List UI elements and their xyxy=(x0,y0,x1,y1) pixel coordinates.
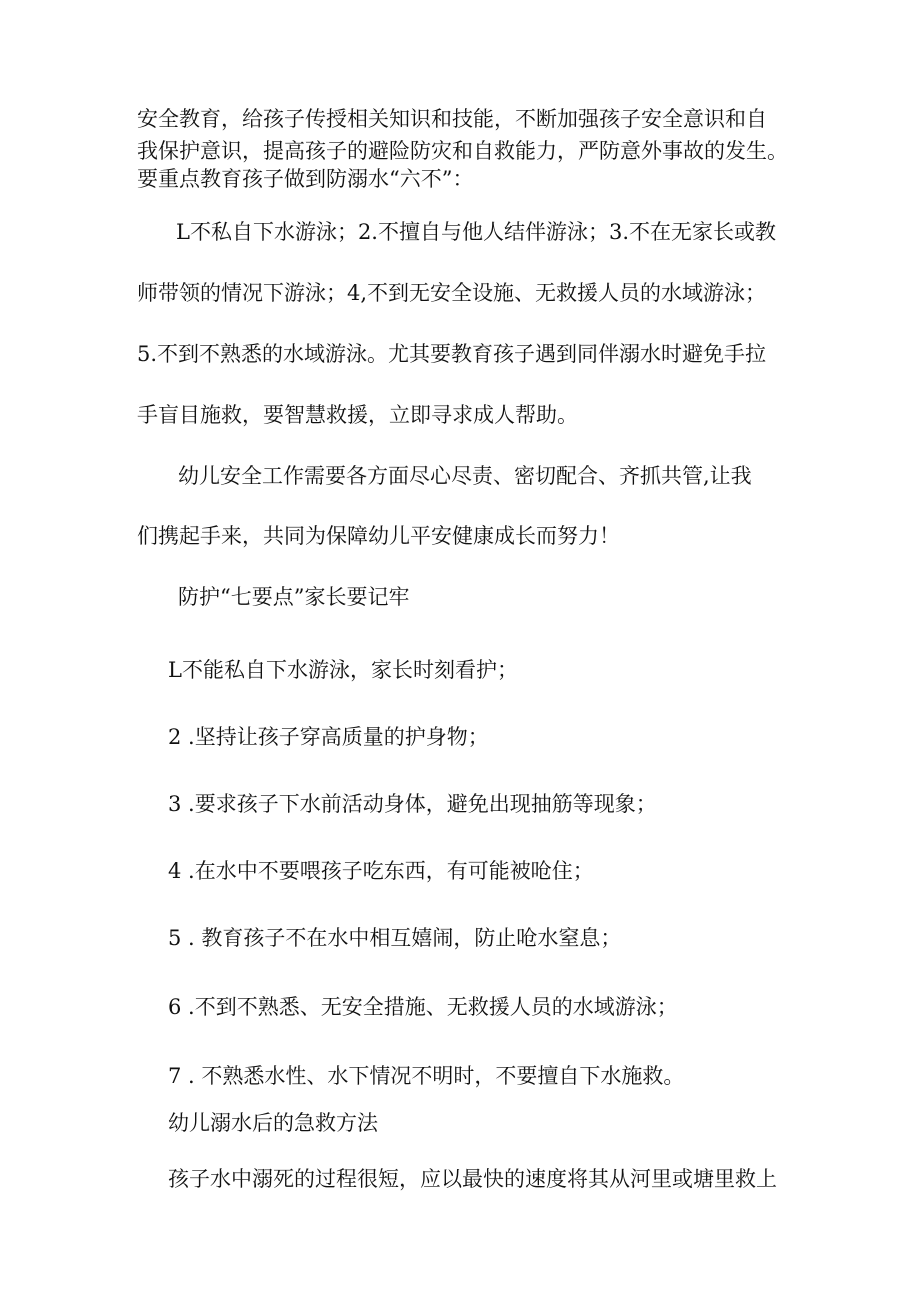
paragraph-line: L不私自下水游泳；2.不擅自与他人结伴游泳；3.不在无家长或教 xyxy=(176,220,777,244)
section-heading: 幼儿溺水后的急救方法 xyxy=(168,1111,378,1135)
section-heading: 防护“七要点”家长要记牢 xyxy=(178,585,410,609)
paragraph-line: 5.不到不熟悉的水域游泳。尤其要教育孩子遇到同伴溺水时避免手拉 xyxy=(137,342,767,366)
paragraph-line: 幼儿安全工作需要各方面尽心尽责、密切配合、齐抓共管,让我 xyxy=(178,464,752,488)
list-item: 7 . 不熟悉水性、水下情况不明时，不要擅自下水施救。 xyxy=(168,1064,685,1088)
list-item: 6 .不到不熟悉、无安全措施、无救援人员的水域游泳； xyxy=(168,995,678,1019)
list-item: 4 .在水中不要喂孩子吃东西，有可能被呛住； xyxy=(168,859,594,883)
list-item: L不能私自下水游泳，家长时刻看护； xyxy=(168,658,518,682)
paragraph-line: 要重点教育孩子做到防溺水“六不”： xyxy=(137,167,474,191)
list-item: 3 .要求孩子下水前活动身体，避免出现抽筋等现象； xyxy=(168,792,657,816)
paragraph-line: 们携起手来，共同为保障幼儿平安健康成长而努力！ xyxy=(137,524,620,548)
paragraph-line: 孩子水中溺死的过程很短，应以最快的速度将其从河里或塘里救上 xyxy=(168,1167,777,1191)
list-item: 5 . 教育孩子不在水中相互嬉闹，防止呛水窒息； xyxy=(168,926,622,950)
paragraph-line: 安全教育，给孩子传授相关知识和技能，不断加强孩子安全意识和自 xyxy=(137,107,767,131)
paragraph-line: 我保护意识，提高孩子的避险防灾和自救能力，严防意外事故的发生。 xyxy=(137,139,788,163)
paragraph-line: 师带领的情况下游泳；4,不到无安全设施、无救援人员的水域游泳； xyxy=(137,281,767,305)
paragraph-line: 手盲目施救，要智慧救援，立即寻求成人帮助。 xyxy=(137,403,578,427)
list-item: 2 .坚持让孩子穿高质量的护身物； xyxy=(168,725,489,749)
